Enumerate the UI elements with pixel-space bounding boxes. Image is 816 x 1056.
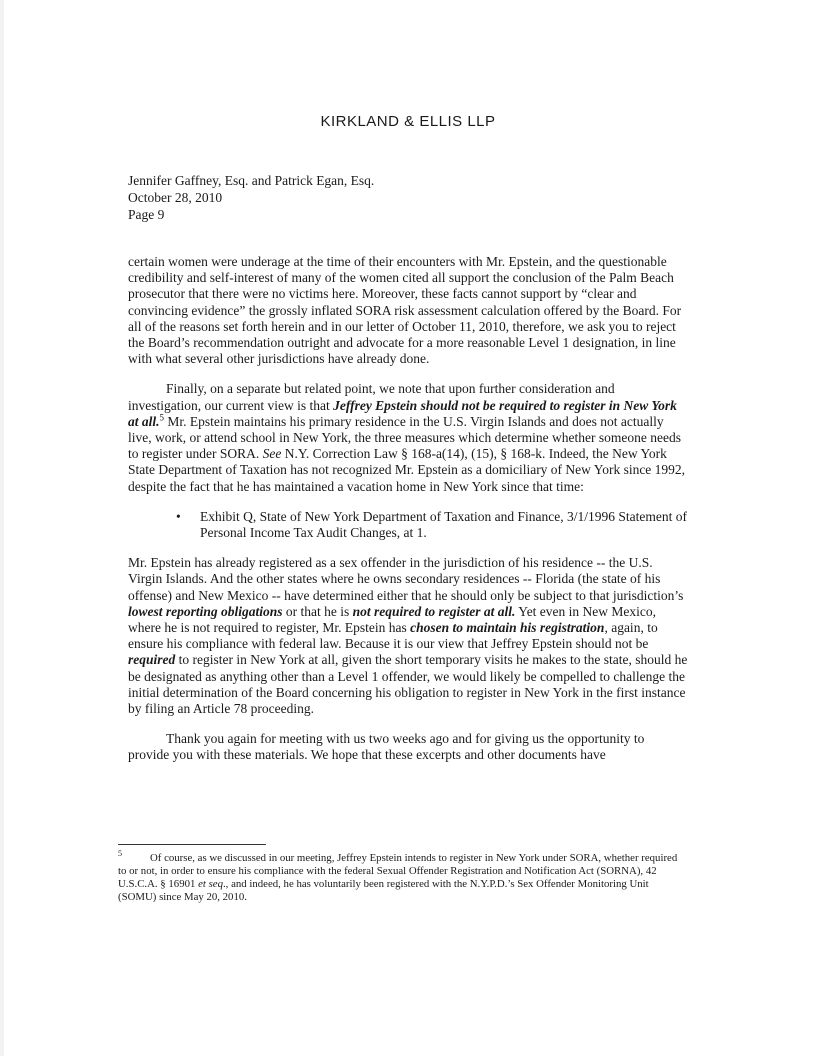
address-block	[128, 172, 688, 223]
footnote-divider	[118, 844, 266, 845]
scan-edge	[0, 0, 4, 1056]
emphasis-text: chosen to maintain his registration	[410, 620, 605, 636]
page-number: Page 9	[128, 207, 165, 222]
paragraph-4: Thank you again for meeting with us two weeks ago and for giving us the opportunity to provide you with these materials. We hope that these excerpts and other documents have	[128, 731, 645, 763]
exhibit-bullet	[128, 509, 688, 541]
emphasis-text: not required to register at all.	[352, 603, 516, 619]
emphasis-text: lowest reporting obligations	[128, 603, 283, 619]
paragraph-3: Mr. Epstein has already registered as a sex offender in the jurisdiction of his residence -- the U.S. Virgin Islands. And the other states where he owns secondary residences -- Florida (the state of his offense) and New Mexico -- have determined either that he should only be subject to that jurisdiction’s lowest reporting obligations or that he is not required to register at all. Yet even in New Mexico, where he is not required to register, Mr. Epstein has chosen to maintain his registration, again, to ensure his compliance with federal law. Because it is our view that Jeffrey Epstein should not be required to register in New York at all, given the short temporary visits he makes to the state, should he be designated as anything other than a Level 1 offender, we would likely be compelled to challenge the initial determination of the Board concerning his obligation to register in New York in the first instance by filing an Article 78 proceeding.	[128, 555, 688, 717]
letter-body	[128, 254, 688, 778]
letterhead: KIRKLAND & ELLIS LLP	[320, 113, 496, 130]
footnote: $^5$ Of course, as we discussed in our meeting, Jeffrey Epstein intends to register in New York under SORA, whether required to or not, in order to ensure his compliance with the federal Sexual Offender Registration and Notification Act (SORNA), 42 U.S.C.A. § 16901 et seq., and indeed, he has voluntarily been registered with the N.Y.P.D.’s Sex Offender Monitoring Unit (SOMU) since May 20, 2010.	[118, 849, 678, 903]
recipients: Jennifer Gaffney, Esq. and Patrick Egan, Esq.	[128, 173, 375, 188]
footnote-ref: 5	[159, 412, 165, 423]
emphasis-text: Jeffrey Epstein should not be required to register in New York at all.	[128, 397, 677, 429]
paragraph-1: certain women were underage at the time of their encounters with Mr. Epstein, and the questionable credibility and self-interest of many of the women cited all support the conclusion of the Palm Beach prosecutor that there were no victims here. Moreover, these facts cannot support by “clear and convincing evidence” the grossly inflated SORA risk assessment calculation offered by the Board. For all of the reasons set forth herein and in our letter of October 11, 2010, therefore, we ask you to reject the Board’s recommendation outright and advocate for a more reasonable Level 1 designation, in line with what several other jurisdictions have already done.	[128, 254, 682, 367]
letter-date: October 28, 2010	[128, 190, 223, 205]
exhibit-text: Exhibit Q, State of New York Department of Taxation and Finance, 3/1/1996 Statement of Personal Income Tax Audit Changes, at 1.	[200, 508, 687, 541]
footnote-number: 5	[118, 849, 122, 859]
paragraph-2: Finally, on a separate but related point, we note that upon further consideration and investigation, our current view is that Jeffrey Epstein should not be required to register in New York at all.$^5$ Mr. Epstein maintains his primary residence in the U.S. Virgin Islands and does not actually live, work, or attend school in New York, the three measures which determine whether someone needs to register under SORA. See N.Y. Correction Law § 168-a(14), (15), § 168-k. Indeed, the New York State Department of Taxation has not recognized Mr. Epstein as a domiciliary of New York since 1992, despite the fact that he has maintained a vacation home in New York since that time:	[128, 381, 686, 494]
emphasis-text: required	[128, 652, 176, 668]
bullet-icon: •	[176, 508, 181, 524]
